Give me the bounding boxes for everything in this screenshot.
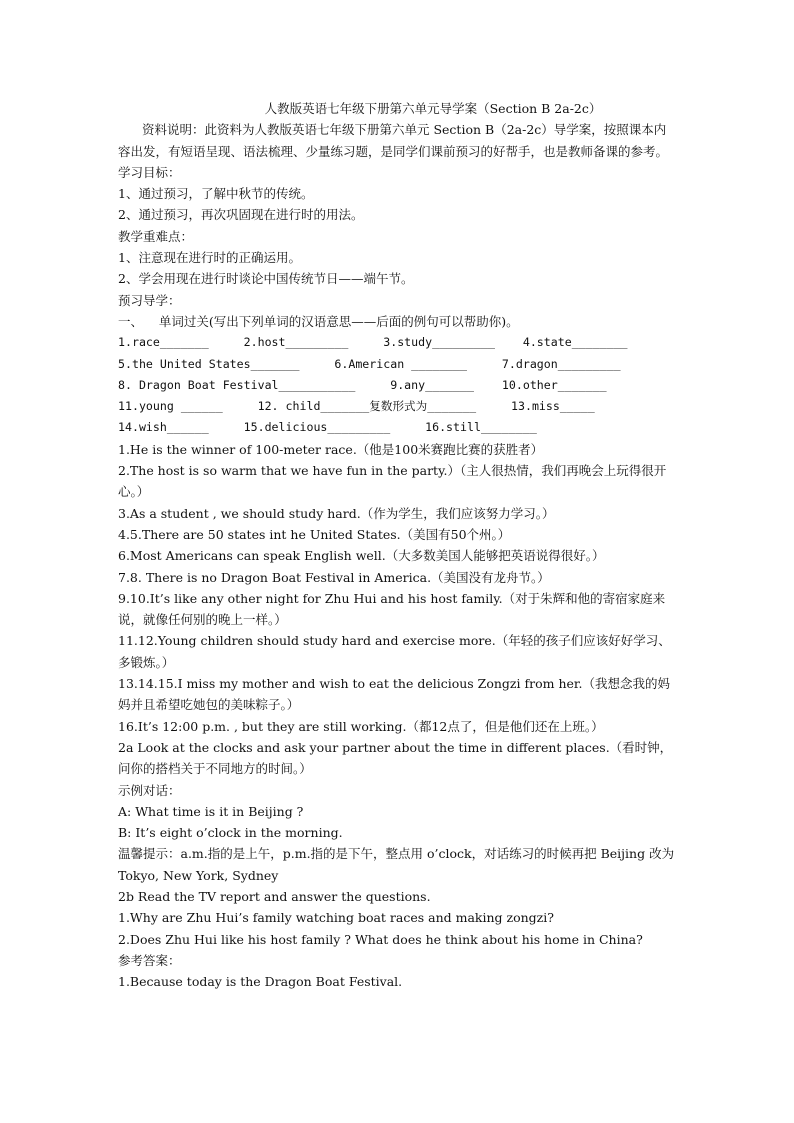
answer-item: 1.Because today is the Dragon Boat Festival.	[118, 974, 403, 990]
answer-heading: 参考答案：	[118, 952, 181, 968]
vocab-line: 8. Dragon Boat Festival___________ 9.any_______ 10.other_______	[118, 377, 607, 392]
difficulty-item: 1、注意现在进行时的正确运用。	[118, 250, 301, 266]
dialog-line: B: It’s eight o’clock in the morning.	[118, 825, 343, 841]
goals-heading: 学习目标：	[118, 164, 181, 180]
example-sentence: 11.12.Young children should study hard and exercise more.（年轻的孩子们应该好好学习、多锻炼。）	[118, 633, 671, 670]
tip-note: 温馨提示：a.m.指的是上午，p.m.指的是下午，整点用 o’clock，对话练习的时候再把 Beijing 改为 Tokyo, New York, Sydney	[118, 846, 675, 883]
page-title: 人教版英语七年级下册第六单元导学案（Section B 2a-2c）	[264, 101, 602, 116]
vocab-line: 5.the United States_______ 6.American ________ 7.dragon_________	[118, 356, 621, 371]
vocab-line: 14.wish______ 15.delicious_________ 16.still________	[118, 420, 537, 435]
example-sentence: 13.14.15.I miss my mother and wish to eat the delicious Zongzi from her.（我想念我的妈妈并且希望吃她包的美味粽子。）	[118, 676, 670, 713]
example-sentence: 9.10.It’s like any other night for Zhu Hui and his host family.（对于朱辉和他的寄宿家庭来说，就像任何别的晚上一样。）	[118, 590, 666, 628]
document-page	[118, 98, 678, 992]
dialog-line: A: What time is it in Beijing ?	[118, 803, 304, 819]
example-sentence: 2.The host is so warm that we have fun in the party.）（主人很热情，我们再晚会上玩得很开心。）	[118, 463, 667, 500]
example-sentence: 6.Most Americans can speak English well.（大多数美国人能够把英语说得很好。）	[118, 548, 605, 564]
difficulty-item: 2、学会用现在进行时谈论中国传统节日——端午节。	[118, 271, 414, 287]
goal-item: 1、通过预习，了解中秋节的传统。	[118, 186, 314, 202]
example-sentence: 3.As a student , we should study hard.（作为学生，我们应该努力学习。）	[118, 505, 555, 521]
example-sentence: 16.It’s 12:00 p.m. , but they are still working.（都12点了，但是他们还在上班。）	[118, 718, 604, 734]
question-item: 2.Does Zhu Hui like his host family ? What does he think about his home in China?	[118, 931, 643, 947]
goal-item: 2、通过预习，再次巩固现在进行时的用法。	[118, 207, 364, 223]
task-2a: 2a Look at the clocks and ask your partner about the time in different places.（看时钟，问你的搭档关于不同地方的时间。）	[118, 739, 673, 777]
example-sentence: 7.8. There is no Dragon Boat Festival in America.（美国没有龙舟节。）	[118, 569, 550, 585]
question-item: 1.Why are Zhu Hui’s family watching boat races and making zongzi?	[118, 910, 554, 926]
intro-paragraph: 资料说明：此资料为人教版英语七年级下册第六单元 Section B（2a-2c）导学案，按照课本内容出发，有短语呈现、语法梳理、少量练习题，是同学们课前预习的好帮手，也是教师备课的参考。	[118, 122, 669, 159]
preview-heading: 预习导学：	[118, 292, 181, 308]
example-sentence: 1.He is the winner of 100-meter race.（他是100米赛跑比赛的获胜者）	[118, 441, 544, 457]
vocab-instruction: 一、 单词过关(写出下列单词的汉语意思——后面的例句可以帮助你)。	[118, 313, 519, 329]
vocab-line: 1.race_______ 2.host_________ 3.study_________ 4.state________	[118, 335, 628, 350]
task-2b: 2b Read the TV report and answer the questions.	[118, 888, 431, 904]
difficulty-heading: 教学重难点：	[118, 228, 194, 244]
dialog-heading: 示例对话：	[118, 782, 181, 798]
example-sentence: 4.5.There are 50 states int he United States.（美国有50个州。）	[118, 526, 511, 542]
vocab-line: 11.young ______ 12. child_______复数形式为_______ 13.miss_____	[118, 399, 595, 414]
